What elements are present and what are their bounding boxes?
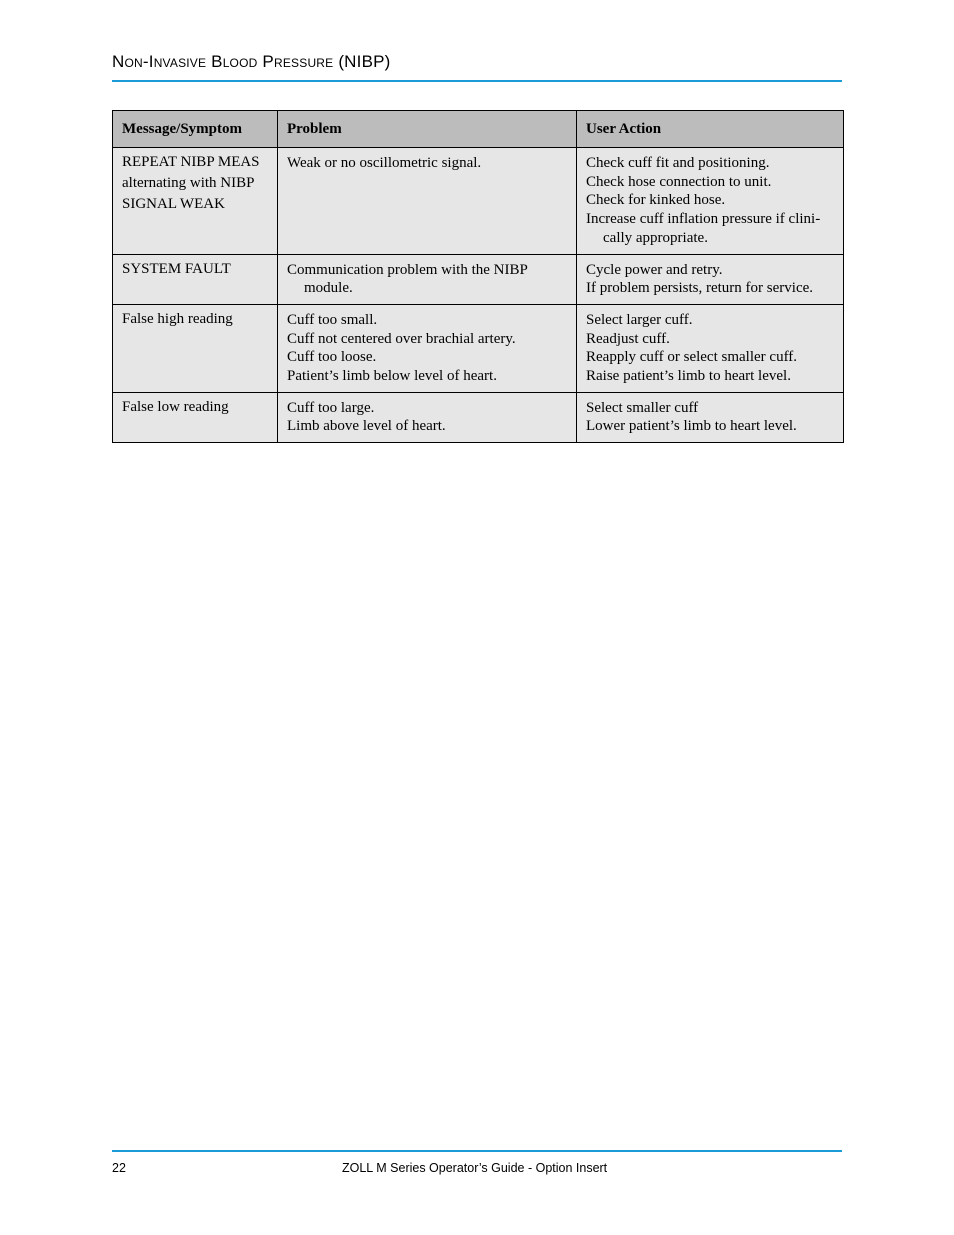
title-abbreviation: (NIBP) bbox=[338, 52, 391, 71]
action-line: Select larger cuff. bbox=[586, 311, 693, 328]
footer-title: ZOLL M Series Operator’s Guide - Option Insert bbox=[342, 1161, 608, 1175]
message-cell: False low reading bbox=[113, 392, 278, 442]
problem-cell bbox=[278, 392, 577, 442]
title-part: Non- bbox=[112, 52, 149, 71]
problem-line: Cuff too loose. bbox=[287, 349, 377, 366]
action-cell bbox=[577, 148, 844, 255]
table-row bbox=[113, 304, 844, 392]
page-number: 22 bbox=[112, 1161, 126, 1175]
footer-rule bbox=[112, 1150, 842, 1152]
problem-line: Limb above level of heart. bbox=[287, 418, 446, 435]
title-part: Blood bbox=[211, 52, 263, 71]
table-header-row bbox=[113, 111, 844, 148]
action-line: Raise patient’s limb to heart level. bbox=[586, 368, 791, 385]
message-cell: REPEAT NIBP MEAS alternating with NIBP SIGNAL WEAK bbox=[113, 148, 278, 255]
problem-line: Cuff not centered over brachial artery. bbox=[287, 330, 516, 347]
action-line: Cycle power and retry. bbox=[586, 261, 723, 278]
table-row bbox=[113, 392, 844, 442]
table-row bbox=[113, 148, 844, 255]
problem-line: Cuff too large. bbox=[287, 399, 375, 416]
message-cell: SYSTEM FAULT bbox=[113, 254, 278, 304]
problem-line: Patient’s limb below level of heart. bbox=[287, 368, 497, 385]
problem-cell bbox=[278, 254, 577, 304]
action-cell bbox=[577, 254, 844, 304]
action-cell bbox=[577, 304, 844, 392]
column-header-user-action: User Action bbox=[577, 111, 844, 148]
problem-line: Cuff too small. bbox=[287, 311, 378, 328]
action-line: Reapply cuff or select smaller cuff. bbox=[586, 349, 798, 366]
problem-cell bbox=[278, 148, 577, 255]
title-part: Invasive bbox=[148, 52, 212, 71]
action-line: Select smaller cuff bbox=[586, 399, 699, 416]
table-row bbox=[113, 254, 844, 304]
title-part: Pressure bbox=[262, 52, 339, 71]
problem-cell bbox=[278, 304, 577, 392]
troubleshooting-table bbox=[112, 110, 844, 443]
problem-line: Communication problem with the NIBP module. bbox=[287, 261, 528, 297]
action-line: Readjust cuff. bbox=[586, 330, 670, 347]
action-cell bbox=[577, 392, 844, 442]
action-line: Check for kinked hose. bbox=[586, 192, 726, 209]
header-rule bbox=[112, 80, 842, 82]
column-header-problem: Problem bbox=[278, 111, 577, 148]
column-header-message: Message/Symptom bbox=[113, 111, 278, 148]
problem-line: Weak or no oscillometric signal. bbox=[287, 155, 482, 171]
action-line: If problem persists, return for service. bbox=[586, 280, 814, 297]
action-line: Increase cuff inflation pressure if clini-cally appropriate. bbox=[586, 211, 821, 246]
action-line: Check hose connection to unit. bbox=[586, 173, 772, 190]
page-section-title bbox=[112, 52, 391, 72]
action-line: Lower patient’s limb to heart level. bbox=[586, 418, 797, 435]
message-cell: False high reading bbox=[113, 304, 278, 392]
action-line: Check cuff fit and positioning. bbox=[586, 155, 770, 171]
